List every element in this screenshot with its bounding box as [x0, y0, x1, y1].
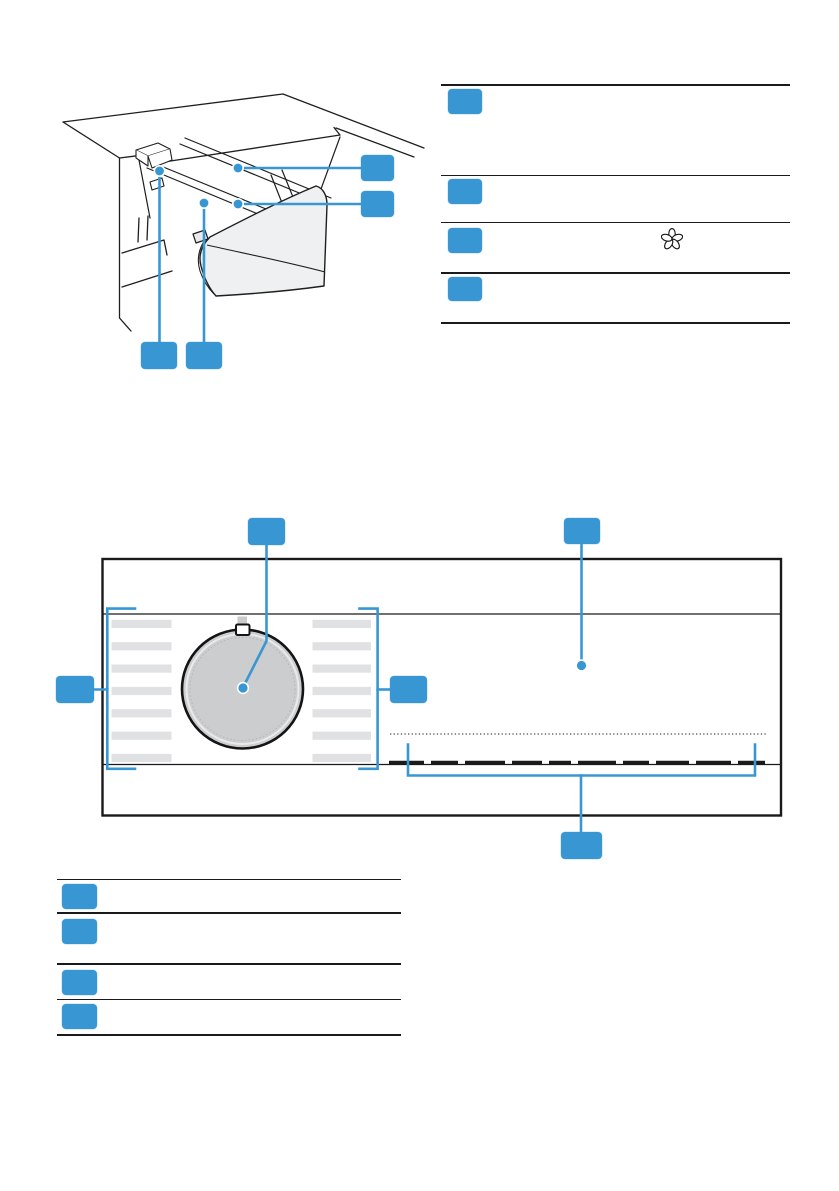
panel-callout-badge-dial: [248, 518, 285, 545]
legend-badge: [62, 970, 97, 995]
legend-badge: [448, 89, 482, 114]
table-border: [57, 1034, 401, 1036]
drawer-callout-badge-right-1: [361, 155, 394, 181]
table-row-divider: [57, 999, 401, 1000]
drawer-callout-badge-bottom-1: [141, 342, 177, 369]
legend-badge: [62, 919, 97, 944]
drawer-figure: [40, 85, 430, 385]
legend-badge: [448, 179, 482, 204]
panel-callout-badge-left-list: [56, 676, 94, 703]
dial-notch: [236, 625, 250, 636]
table-border: [57, 879, 401, 880]
panel-legend-table: [57, 879, 401, 1037]
legend-badge: [448, 277, 482, 301]
panel-callout-badge-buttons: [561, 832, 602, 859]
florette-icon: [661, 228, 683, 251]
table-row-divider: [441, 175, 790, 176]
drawer-callout-badge-right-2: [361, 191, 394, 217]
drawer-front-panel: [193, 186, 327, 296]
panel-callout-badge-display: [564, 518, 600, 544]
table-border: [441, 322, 790, 324]
table-row-divider: [57, 912, 401, 914]
softener-siphon: [136, 143, 172, 190]
panel-callout-badge-right-list: [390, 676, 427, 703]
table-row-divider: [441, 272, 790, 274]
table-row-divider: [57, 963, 401, 965]
legend-badge: [448, 228, 482, 253]
table-border: [441, 84, 790, 86]
drawer-callout-badge-bottom-2: [186, 342, 222, 369]
table-row-divider: [441, 222, 790, 223]
drawer-legend-table: [441, 84, 790, 325]
legend-badge: [62, 884, 97, 909]
legend-badge: [62, 1004, 97, 1029]
dial-index-mark: [238, 617, 248, 625]
